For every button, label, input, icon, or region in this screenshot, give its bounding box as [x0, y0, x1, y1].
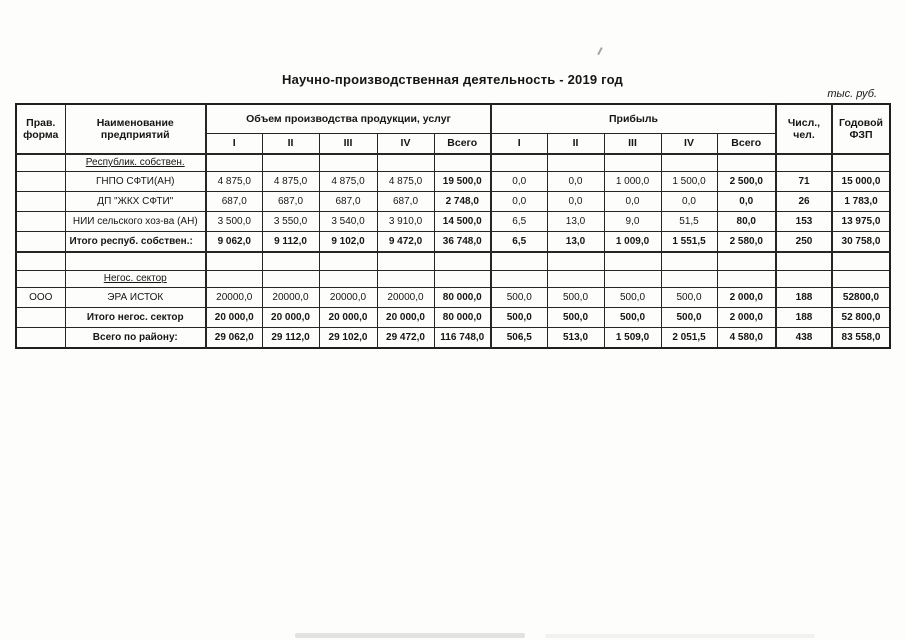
cell-payroll: 52 800,0	[832, 308, 890, 328]
cell-headcount	[776, 154, 832, 172]
cell-value: 51,5	[661, 212, 717, 232]
cell-legal-form	[16, 252, 65, 271]
cell-value: 116 748,0	[434, 328, 491, 349]
cell-value	[604, 252, 661, 271]
cell-enterprise-name: Республик. собствен.	[65, 154, 206, 172]
cell-value: 9,0	[604, 212, 661, 232]
cell-value	[604, 154, 661, 172]
cell-value	[377, 271, 434, 288]
cell-headcount: 250	[776, 232, 832, 253]
cell-value: 0,0	[604, 192, 661, 212]
cell-headcount: 438	[776, 328, 832, 349]
table-row	[16, 252, 890, 271]
cell-payroll	[832, 252, 890, 271]
cell-value: 3 540,0	[319, 212, 377, 232]
cell-value: 2 500,0	[717, 172, 776, 192]
cell-value: 0,0	[491, 192, 547, 212]
header-profit-q2: II	[547, 134, 604, 155]
cell-value: 80 000,0	[434, 288, 491, 308]
header-volume-q1: I	[206, 134, 262, 155]
header-volume-group: Объем производства продукции, услуг	[206, 104, 491, 134]
cell-value: 3 910,0	[377, 212, 434, 232]
cell-value	[319, 271, 377, 288]
cell-value	[717, 271, 776, 288]
cell-value: 6,5	[491, 232, 547, 253]
table-row	[16, 154, 890, 172]
cell-value: 19 500,0	[434, 172, 491, 192]
cell-value: 4 875,0	[262, 172, 319, 192]
cell-value	[377, 252, 434, 271]
cell-value: 9 102,0	[319, 232, 377, 253]
cell-value: 36 748,0	[434, 232, 491, 253]
cell-value: 2 580,0	[717, 232, 776, 253]
cell-value: 20 000,0	[206, 308, 262, 328]
cell-value	[206, 271, 262, 288]
table-row	[16, 271, 890, 288]
cell-value: 513,0	[547, 328, 604, 349]
cell-enterprise-name: Негос. сектор	[65, 271, 206, 288]
cell-value: 29 472,0	[377, 328, 434, 349]
cell-value: 13,0	[547, 232, 604, 253]
cell-value: 20000,0	[377, 288, 434, 308]
table-row	[16, 172, 890, 192]
cell-value	[491, 154, 547, 172]
cell-legal-form	[16, 308, 65, 328]
cell-value: 13,0	[547, 212, 604, 232]
cell-enterprise-name	[65, 252, 206, 271]
cell-enterprise-name: НИИ сельского хоз-ва (АН)	[65, 212, 206, 232]
cell-value: 0,0	[491, 172, 547, 192]
header-payroll: Годовой ФЗП	[832, 104, 890, 154]
cell-value: 687,0	[377, 192, 434, 212]
cell-legal-form	[16, 212, 65, 232]
cell-value	[262, 271, 319, 288]
table-row	[16, 308, 890, 328]
cell-value: 20000,0	[262, 288, 319, 308]
cell-value: 687,0	[262, 192, 319, 212]
cell-value: 2 000,0	[717, 288, 776, 308]
cell-value: 20 000,0	[377, 308, 434, 328]
cell-value: 500,0	[491, 308, 547, 328]
cell-value	[717, 252, 776, 271]
cell-value	[434, 252, 491, 271]
cell-value: 0,0	[547, 172, 604, 192]
cell-value: 6,5	[491, 212, 547, 232]
cell-value	[319, 154, 377, 172]
cell-enterprise-name: ДП "ЖКХ СФТИ"	[65, 192, 206, 212]
cell-value: 0,0	[661, 192, 717, 212]
cell-value: 9 472,0	[377, 232, 434, 253]
cell-value: 4 875,0	[206, 172, 262, 192]
cell-headcount	[776, 271, 832, 288]
header-legal-form: Прав. форма	[16, 104, 65, 154]
header-profit-q4: IV	[661, 134, 717, 155]
cell-value: 29 062,0	[206, 328, 262, 349]
cell-legal-form: ООО	[16, 288, 65, 308]
cell-value	[434, 271, 491, 288]
cell-value: 500,0	[547, 288, 604, 308]
table-body	[16, 154, 890, 348]
cell-value: 0,0	[717, 192, 776, 212]
cell-headcount: 26	[776, 192, 832, 212]
header-profit-q3: III	[604, 134, 661, 155]
cell-value: 500,0	[547, 308, 604, 328]
cell-value	[206, 252, 262, 271]
cell-value: 4 875,0	[377, 172, 434, 192]
scan-smudge	[295, 633, 525, 638]
cell-value	[491, 271, 547, 288]
cell-payroll: 1 783,0	[832, 192, 890, 212]
cell-value: 506,5	[491, 328, 547, 349]
cell-payroll: 83 558,0	[832, 328, 890, 349]
cell-value: 3 500,0	[206, 212, 262, 232]
cell-value: 4 580,0	[717, 328, 776, 349]
table-row	[16, 212, 890, 232]
cell-legal-form	[16, 172, 65, 192]
cell-payroll: 13 975,0	[832, 212, 890, 232]
cell-enterprise-name: Итого негос. сектор	[65, 308, 206, 328]
table-row	[16, 328, 890, 349]
cell-value: 1 509,0	[604, 328, 661, 349]
cell-value	[434, 154, 491, 172]
cell-value: 20 000,0	[319, 308, 377, 328]
cell-value	[547, 271, 604, 288]
cell-value: 29 102,0	[319, 328, 377, 349]
header-profit-total: Всего	[717, 134, 776, 155]
cell-value	[661, 252, 717, 271]
cell-value: 500,0	[491, 288, 547, 308]
header-volume-q2: II	[262, 134, 319, 155]
header-volume-q4: IV	[377, 134, 434, 155]
cell-value	[661, 271, 717, 288]
cell-value: 0,0	[547, 192, 604, 212]
cell-value: 500,0	[661, 308, 717, 328]
cell-legal-form	[16, 154, 65, 172]
table-header	[16, 104, 890, 154]
cell-value	[717, 154, 776, 172]
cell-value: 20 000,0	[262, 308, 319, 328]
cell-value: 1 551,5	[661, 232, 717, 253]
cell-value: 2 748,0	[434, 192, 491, 212]
cell-legal-form	[16, 328, 65, 349]
header-profit-q1: I	[491, 134, 547, 155]
cell-payroll: 30 758,0	[832, 232, 890, 253]
cell-value: 2 000,0	[717, 308, 776, 328]
table-row	[16, 192, 890, 212]
table-row	[16, 232, 890, 253]
cell-value	[491, 252, 547, 271]
document-title: Научно-производственная деятельность - 2019 год	[281, 72, 624, 87]
cell-value: 80 000,0	[434, 308, 491, 328]
header-enterprise-name: Наименование предприятий	[65, 104, 206, 154]
cell-value: 1 009,0	[604, 232, 661, 253]
header-volume-total: Всего	[434, 134, 491, 155]
header-volume-q3: III	[319, 134, 377, 155]
cell-value: 500,0	[604, 288, 661, 308]
cell-value: 1 500,0	[661, 172, 717, 192]
cell-value: 9 112,0	[262, 232, 319, 253]
cell-value	[661, 154, 717, 172]
scan-smudge-secondary	[545, 634, 815, 638]
cell-value	[547, 154, 604, 172]
cell-value	[377, 154, 434, 172]
cell-value: 3 550,0	[262, 212, 319, 232]
cell-value	[262, 252, 319, 271]
cell-value: 687,0	[206, 192, 262, 212]
cell-enterprise-name: ГНПО СФТИ(АН)	[65, 172, 206, 192]
cell-payroll	[832, 154, 890, 172]
scan-artifact-mark	[597, 47, 602, 55]
cell-headcount: 153	[776, 212, 832, 232]
cell-payroll: 15 000,0	[832, 172, 890, 192]
cell-value	[319, 252, 377, 271]
cell-enterprise-name: Итого респуб. собствен.:	[65, 232, 206, 253]
cell-headcount: 188	[776, 308, 832, 328]
cell-enterprise-name: Всего по району:	[65, 328, 206, 349]
cell-value: 29 112,0	[262, 328, 319, 349]
cell-legal-form	[16, 192, 65, 212]
cell-value	[206, 154, 262, 172]
cell-value: 20000,0	[319, 288, 377, 308]
cell-legal-form	[16, 232, 65, 253]
cell-value: 2 051,5	[661, 328, 717, 349]
cell-value	[547, 252, 604, 271]
cell-payroll	[832, 271, 890, 288]
cell-value: 4 875,0	[319, 172, 377, 192]
cell-headcount: 71	[776, 172, 832, 192]
cell-payroll: 52800,0	[832, 288, 890, 308]
units-note: тыс. руб.	[827, 88, 877, 100]
cell-value: 1 000,0	[604, 172, 661, 192]
report-table	[15, 103, 891, 349]
cell-value	[604, 271, 661, 288]
cell-value: 500,0	[661, 288, 717, 308]
cell-value: 20000,0	[206, 288, 262, 308]
cell-value	[262, 154, 319, 172]
header-headcount: Числ., чел.	[776, 104, 832, 154]
cell-value: 9 062,0	[206, 232, 262, 253]
cell-legal-form	[16, 271, 65, 288]
cell-value: 687,0	[319, 192, 377, 212]
header-profit-group: Прибыль	[491, 104, 776, 134]
cell-headcount: 188	[776, 288, 832, 308]
cell-headcount	[776, 252, 832, 271]
cell-enterprise-name: ЭРА ИСТОК	[65, 288, 206, 308]
table-row	[16, 288, 890, 308]
cell-value: 14 500,0	[434, 212, 491, 232]
cell-value: 80,0	[717, 212, 776, 232]
cell-value: 500,0	[604, 308, 661, 328]
